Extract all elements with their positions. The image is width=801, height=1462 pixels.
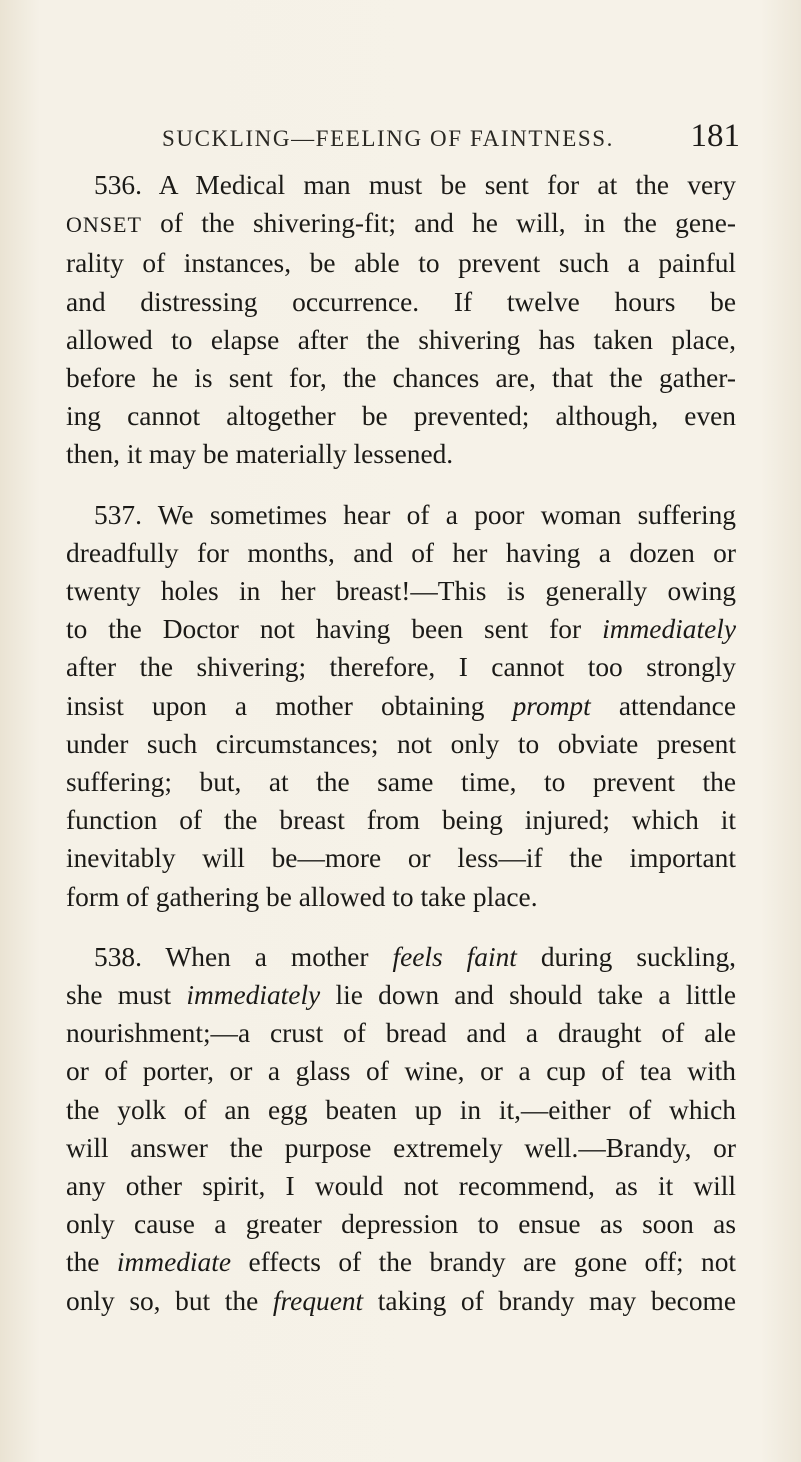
- paragraph-538: [66, 938, 736, 1320]
- text-line: she must immediately lie down and should take a little: [66, 980, 736, 1011]
- italic-emphasis: frequent: [272, 1285, 364, 1316]
- text-line: 537. We sometimes hear of a poor woman suffering: [94, 499, 736, 530]
- text-line: and distressing occurrence. If twelve hours be: [66, 286, 736, 317]
- text-line: twenty holes in her breast!—This is generally owing: [66, 576, 736, 607]
- paragraph-537: [66, 496, 736, 916]
- paragraph-number: 536.: [94, 170, 142, 200]
- text-line: to the Doctor not having been sent for immediately: [66, 614, 736, 645]
- text-line: will answer the purpose extremely well.—Brandy, or: [66, 1132, 736, 1163]
- text-line: or of porter, or a glass of wine, or a cup of tea with: [66, 1056, 736, 1087]
- page-number: 181: [690, 118, 740, 154]
- small-caps-term: ONSET: [66, 212, 142, 238]
- text-line: nourishment;—a crust of bread and a draught of ale: [66, 1018, 736, 1049]
- text-line: function of the breast from being injured; which it: [66, 805, 736, 836]
- text-line: form of gathering be allowed to take place.: [66, 881, 538, 912]
- text-line: insist upon a mother obtaining prompt attendance: [66, 690, 736, 721]
- text-line: only so, but the frequent taking of brandy may become: [66, 1285, 736, 1316]
- text-line: ONSET of the shivering-fit; and he will, in the gene-: [66, 208, 736, 239]
- text-line: allowed to elapse after the shivering has taken place,: [66, 324, 736, 355]
- text-line: under such circumstances; not only to obviate present: [66, 728, 736, 759]
- italic-emphasis: immediately: [186, 980, 321, 1011]
- text-line: rality of instances, be able to prevent such a painful: [66, 248, 736, 279]
- text-line: 536. A Medical man must be sent for at the very: [94, 170, 736, 200]
- text-line: dreadfully for months, and of her having a dozen or: [66, 537, 736, 568]
- paragraph-number: 537.: [94, 499, 142, 530]
- text-line: the yolk of an egg beaten up in it,—either of which: [66, 1094, 736, 1125]
- text-line: then, it may be materially lessened.: [66, 439, 454, 470]
- text-line: suffering; but, at the same time, to prevent the: [66, 767, 736, 798]
- text-line: ing cannot altogether be prevented; although, even: [66, 401, 736, 432]
- text-line: any other spirit, I would not recommend, as it will: [66, 1171, 736, 1202]
- text-line: only cause a greater depression to ensue as soon as: [66, 1209, 736, 1240]
- text-line: the immediate effects of the brandy are gone off; not: [66, 1247, 737, 1278]
- text-line: before he is sent for, the chances are, that the gather-: [66, 363, 736, 394]
- italic-emphasis: feels faint: [392, 941, 517, 972]
- text-line: inevitably will be—more or less—if the important: [66, 843, 736, 874]
- text-line: after the shivering; therefore, I cannot too strongly: [66, 652, 736, 683]
- paragraph-number: 538.: [94, 941, 142, 972]
- italic-emphasis: immediate: [116, 1247, 232, 1278]
- italic-emphasis: prompt: [512, 690, 591, 721]
- text-line: 538. When a mother feels faint during suckling,: [94, 941, 736, 972]
- page-header: [162, 118, 740, 162]
- running-head: SUCKLING—FEELING OF FAINTNESS.: [162, 126, 615, 151]
- paragraph-536: [66, 166, 736, 474]
- body-text: [66, 166, 736, 1320]
- italic-emphasis: immediately: [602, 614, 736, 645]
